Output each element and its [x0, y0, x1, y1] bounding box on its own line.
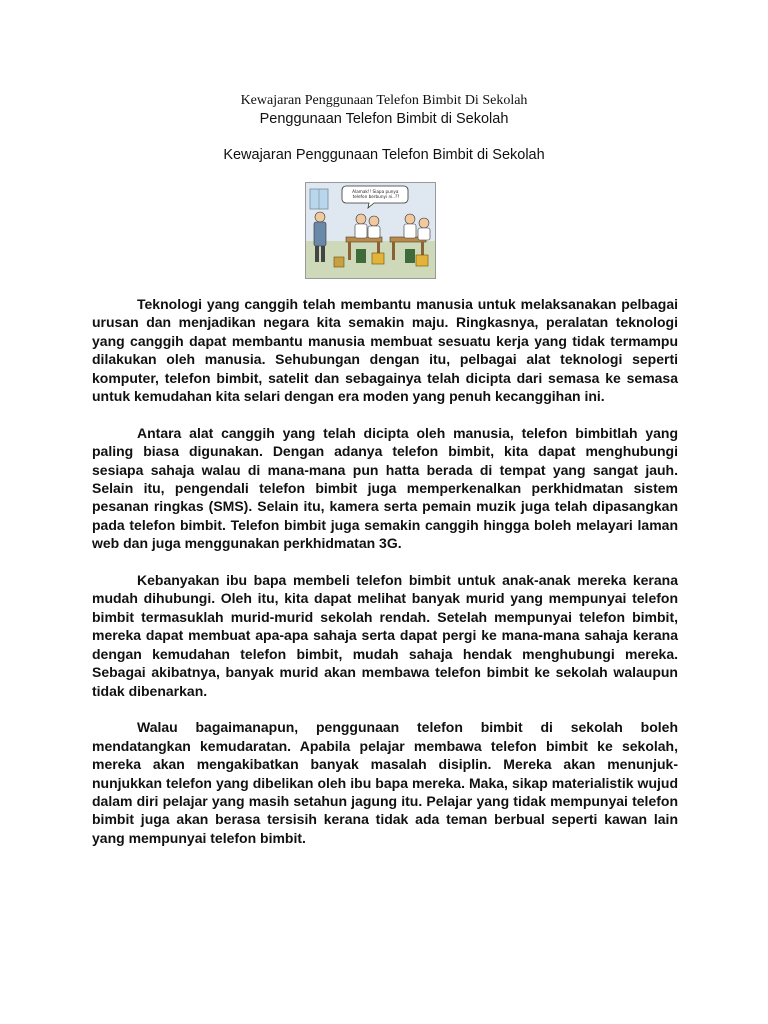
paragraph: Teknologi yang canggih telah membantu manusia untuk melaksanakan pelbagai urusan dan menjadikan negara kita semakin maju. Ringkasnya, peralatan teknologi yang canggih dapat membantu manusia membuat sesuatu kerja yang tidak termampu dilakukan oleh manusia. Sehubungan dengan itu, pelbagai alat teknologi seperti komputer, telefon bimbit, satelit dan sebagainya telah dicipta dari semasa ke semasa untuk kemudahan kita selari dengan era moden yang penuh kecanggihan ini. [92, 296, 678, 405]
paragraph: Kebanyakan ibu bapa membeli telefon bimbit untuk anak-anak mereka kerana mudah dihubungi. Oleh itu, kita dapat melihat banyak murid yang mempunyai telefon bimbit termasuklah murid-murid sekolah rendah. Setelah mempunyai telefon bimbit, mereka dapat membuat apa-apa sahaja serta dapat pergi ke mana-mana sahaja kerana dengan kemudahan telefon bimbit, mudah sahaja hendak menghubungi mereka. Sebagai akibatnya, banyak murid akan membawa telefon bimbit ke sekolah walaupun tidak dibenarkan. [92, 572, 678, 699]
paragraph: Antara alat canggih yang telah dicipta oleh manusia, telefon bimbitlah yang paling biasa digunakan. Dengan adanya telefon bimbit, kita dapat menghubungi sesiapa sahaja walau di mana-mana pun hatta berada di tempat yang sangat jauh. Selain itu, pengendali telefon bimbit juga memperkenalkan perkhidmatan sistem pesanan ringkas (SMS). Selain itu, kamera serta pemain muzik juga telah dipasangkan pada telefon bimbit. Telefon bimbit juga semakin canggih hingga boleh melayari laman web dan juga menggunakan perkhidmatan 3G. [92, 424, 678, 552]
speech-bubble-line-1: Alamak!! Siapa punya [352, 189, 399, 194]
speech-bubble-text [352, 189, 400, 199]
classroom-cartoon-illustration [305, 182, 436, 279]
document-body [92, 295, 678, 866]
speech-bubble-line-2: telefon berbunyi ni..?? [352, 194, 400, 199]
cartoon-drawing [306, 183, 435, 278]
document-subtitle: Penggunaan Telefon Bimbit di Sekolah [259, 111, 509, 127]
section-title: Kewajaran Penggunaan Telefon Bimbit di Sekolah [223, 147, 545, 163]
paragraph: Walau bagaimanapun, penggunaan telefon bimbit di sekolah boleh mendatangkan kemudaratan. Apabila pelajar membawa telefon bimbit ke sekolah, mereka akan mengakibatkan banyak masalah disiplin. Mereka akan menunjuk-nunjukkan telefon yang dibelikan oleh ibu bapa mereka. Maka, sikap materialistik wujud dalam diri pelajar yang masih setahun jagung itu. Pelajar yang tidak mempunyai telefon bimbit juga akan berasa tersisih kerana tidak ada teman berbual seperti kawan lain yang mempunyai telefon bimbit. [92, 719, 678, 846]
document-header-title: Kewajaran Penggunaan Telefon Bimbit Di Sekolah [240, 93, 528, 108]
